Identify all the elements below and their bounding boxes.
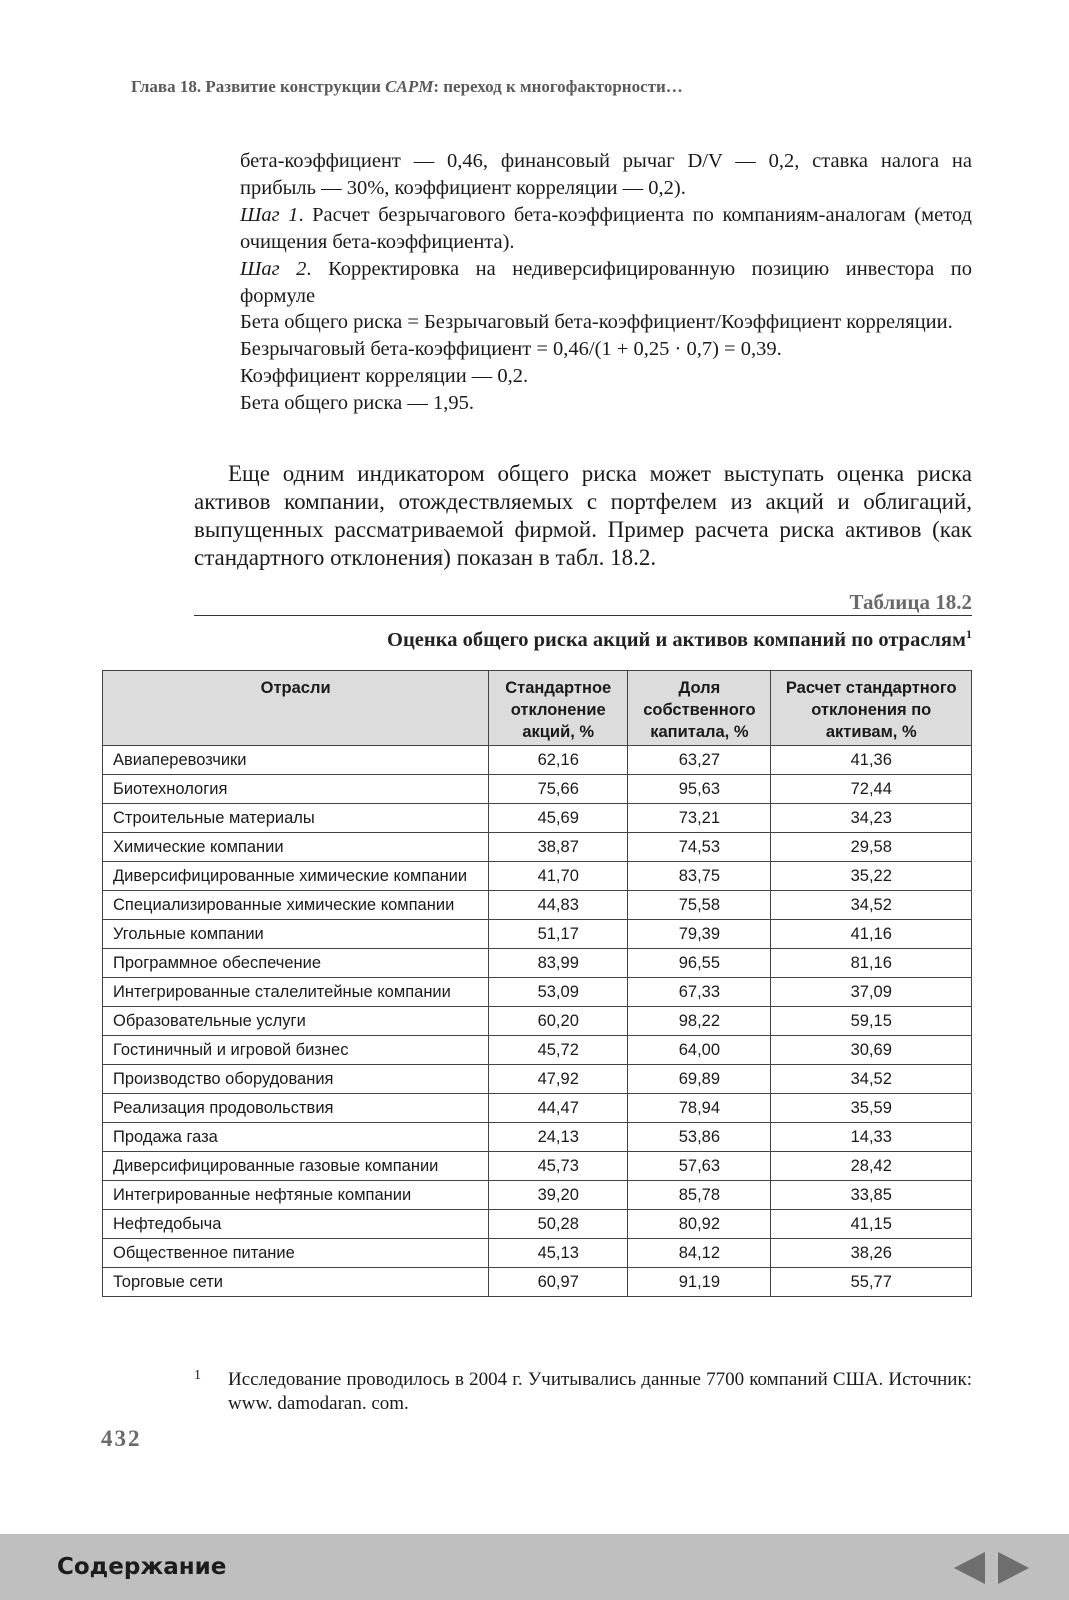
cell-industry: Угольные компании	[103, 920, 489, 949]
cell-stock-sd: 83,99	[489, 949, 628, 978]
cell-stock-sd: 51,17	[489, 920, 628, 949]
table-row	[103, 1239, 972, 1268]
cell-asset-sd: 14,33	[771, 1123, 972, 1152]
table-row	[103, 1152, 972, 1181]
cell-industry: Продажа газа	[103, 1123, 489, 1152]
cell-asset-sd: 29,58	[771, 833, 972, 862]
step-1-text: . Расчет безрычагового бета-коэффициента по компаниям-аналогам (метод очищения бета-коэффициента).	[240, 203, 972, 253]
cell-stock-sd: 45,69	[489, 804, 628, 833]
cell-industry: Диверсифицированные газовые компании	[103, 1152, 489, 1181]
cell-stock-sd: 60,20	[489, 1007, 628, 1036]
cell-industry: Интегрированные нефтяные компании	[103, 1181, 489, 1210]
running-head-italic: CAPM	[385, 77, 434, 96]
cell-stock-sd: 38,87	[489, 833, 628, 862]
running-head-after: : переход к многофакторности…	[433, 77, 683, 96]
lead-paragraph: Еще одним индикатором общего риска может выступать оценка риска активов компании, отождествляемых с портфелем из акций и облигаций, выпущенных рассматриваемой фирмой. Пример расчета риска активов (как стандартного отклонения) показан в табл. 18.2.	[194, 461, 972, 570]
cell-asset-sd: 41,16	[771, 920, 972, 949]
cell-equity-share: 63,27	[628, 746, 771, 775]
step-2	[240, 256, 972, 310]
cell-industry: Общественное питание	[103, 1239, 489, 1268]
table-row	[103, 1123, 972, 1152]
cell-stock-sd: 60,97	[489, 1268, 628, 1297]
cell-asset-sd: 37,09	[771, 978, 972, 1007]
footnote-text: Исследование проводилось в 2004 г. Учитывались данные 7700 компаний США. Источник: www. damodaran. com.	[228, 1369, 972, 1414]
table-row	[103, 833, 972, 862]
cell-industry: Нефтедобыча	[103, 1210, 489, 1239]
cell-equity-share: 79,39	[628, 920, 771, 949]
table-row	[103, 949, 972, 978]
step-1-label: Шаг 1	[240, 203, 299, 226]
running-head-before: Глава 18. Развитие конструкции	[131, 77, 386, 96]
running-head	[131, 77, 683, 97]
cell-stock-sd: 62,16	[489, 746, 628, 775]
table-body	[103, 746, 972, 1297]
header-equity-share: Доля собственного капитала, %	[628, 671, 771, 746]
cell-asset-sd: 72,44	[771, 775, 972, 804]
cell-equity-share: 69,89	[628, 1065, 771, 1094]
cell-equity-share: 57,63	[628, 1152, 771, 1181]
cell-asset-sd: 35,59	[771, 1094, 972, 1123]
cell-equity-share: 64,00	[628, 1036, 771, 1065]
cell-industry: Химические компании	[103, 833, 489, 862]
cell-equity-share: 53,86	[628, 1123, 771, 1152]
table-row	[103, 746, 972, 775]
table-caption-text: Оценка общего риска акций и активов компаний по отраслям	[387, 628, 966, 651]
cell-asset-sd: 34,23	[771, 804, 972, 833]
cell-asset-sd: 28,42	[771, 1152, 972, 1181]
step-2-label: Шаг 2	[240, 257, 307, 280]
table-row	[103, 920, 972, 949]
cell-asset-sd: 41,15	[771, 1210, 972, 1239]
triangle-left-icon[interactable]	[954, 1552, 985, 1584]
table-row	[103, 804, 972, 833]
cell-asset-sd: 55,77	[771, 1268, 972, 1297]
cell-stock-sd: 39,20	[489, 1181, 628, 1210]
title-rule	[194, 615, 972, 616]
contents-link[interactable]: Содержание	[57, 1554, 227, 1580]
cell-equity-share: 98,22	[628, 1007, 771, 1036]
table-row	[103, 862, 972, 891]
header-industry: Отрасли	[103, 671, 489, 746]
cell-equity-share: 85,78	[628, 1181, 771, 1210]
cell-stock-sd: 47,92	[489, 1065, 628, 1094]
cell-stock-sd: 41,70	[489, 862, 628, 891]
cell-equity-share: 95,63	[628, 775, 771, 804]
table-row	[103, 775, 972, 804]
cell-asset-sd: 38,26	[771, 1239, 972, 1268]
total-beta-value: Бета общего риска — 1,95.	[240, 392, 474, 415]
cell-stock-sd: 45,73	[489, 1152, 628, 1181]
cell-stock-sd: 53,09	[489, 978, 628, 1007]
cell-industry: Торговые сети	[103, 1268, 489, 1297]
cell-equity-share: 67,33	[628, 978, 771, 1007]
cell-stock-sd: 24,13	[489, 1123, 628, 1152]
page-number: 432	[101, 1426, 142, 1451]
header-asset-sd: Расчет стандартного отклонения по активам, %	[771, 671, 972, 746]
step-1	[240, 202, 972, 256]
cell-equity-share: 96,55	[628, 949, 771, 978]
cell-equity-share: 75,58	[628, 891, 771, 920]
cell-asset-sd: 41,36	[771, 746, 972, 775]
table-row	[103, 1094, 972, 1123]
cell-industry: Программное обеспечение	[103, 949, 489, 978]
cell-stock-sd: 75,66	[489, 775, 628, 804]
unlevered-beta-calc: Безрычаговый бета-коэффициент = 0,46/(1 + 0,25 · 0,7) = 0,39.	[240, 338, 782, 361]
correlation-value: Коэффициент корреляции — 0,2.	[240, 365, 529, 388]
triangle-right-icon[interactable]	[998, 1552, 1029, 1584]
navigation-bar	[0, 1534, 1069, 1600]
cell-industry: Строительные материалы	[103, 804, 489, 833]
cell-asset-sd: 30,69	[771, 1036, 972, 1065]
cell-asset-sd: 34,52	[771, 1065, 972, 1094]
cell-industry: Специализированные химические компании	[103, 891, 489, 920]
cell-asset-sd: 81,16	[771, 949, 972, 978]
table-header-row	[103, 671, 972, 746]
cell-industry: Биотехнология	[103, 775, 489, 804]
example-intro: бета-коэффициент — 0,46, финансовый рычаг D/V — 0,2, ставка налога на прибыль — 30%, коэффициент корреляции — 0,2).	[240, 150, 972, 199]
cell-stock-sd: 50,28	[489, 1210, 628, 1239]
cell-asset-sd: 33,85	[771, 1181, 972, 1210]
table-row	[103, 1210, 972, 1239]
caption-footnote-mark: 1	[966, 627, 972, 641]
table-row	[103, 891, 972, 920]
cell-industry: Гостиничный и игровой бизнес	[103, 1036, 489, 1065]
example-calculation	[240, 148, 972, 417]
cell-industry: Образовательные услуги	[103, 1007, 489, 1036]
table-row	[103, 1268, 972, 1297]
table-row	[103, 1036, 972, 1065]
cell-industry: Диверсифицированные химические компании	[103, 862, 489, 891]
cell-equity-share: 74,53	[628, 833, 771, 862]
cell-industry: Реализация продовольствия	[103, 1094, 489, 1123]
footnote	[194, 1368, 972, 1416]
footnote-mark: 1	[194, 1368, 201, 1383]
table-number: Таблица 18.2	[849, 590, 972, 614]
cell-industry: Производство оборудования	[103, 1065, 489, 1094]
cell-equity-share: 80,92	[628, 1210, 771, 1239]
cell-equity-share: 73,21	[628, 804, 771, 833]
cell-stock-sd: 44,83	[489, 891, 628, 920]
table-row	[103, 1065, 972, 1094]
cell-equity-share: 83,75	[628, 862, 771, 891]
step-2-text: . Корректировка на недиверсифицированную позицию инвестора по формуле	[240, 257, 972, 307]
total-risk-formula: Бета общего риска = Безрычаговый бета-коэффициент/Коэффициент корреляции.	[240, 311, 953, 334]
cell-asset-sd: 59,15	[771, 1007, 972, 1036]
cell-stock-sd: 45,13	[489, 1239, 628, 1268]
industry-risk-table	[102, 670, 972, 1297]
header-stock-sd: Стандартное отклонение акций, %	[489, 671, 628, 746]
cell-asset-sd: 35,22	[771, 862, 972, 891]
table-row	[103, 1181, 972, 1210]
cell-stock-sd: 45,72	[489, 1036, 628, 1065]
table-row	[103, 978, 972, 1007]
cell-industry: Интегрированные сталелитейные компании	[103, 978, 489, 1007]
cell-equity-share: 84,12	[628, 1239, 771, 1268]
cell-industry: Авиаперевозчики	[103, 746, 489, 775]
table-caption	[387, 627, 972, 652]
cell-stock-sd: 44,47	[489, 1094, 628, 1123]
cell-asset-sd: 34,52	[771, 891, 972, 920]
cell-equity-share: 91,19	[628, 1268, 771, 1297]
cell-equity-share: 78,94	[628, 1094, 771, 1123]
table-row	[103, 1007, 972, 1036]
